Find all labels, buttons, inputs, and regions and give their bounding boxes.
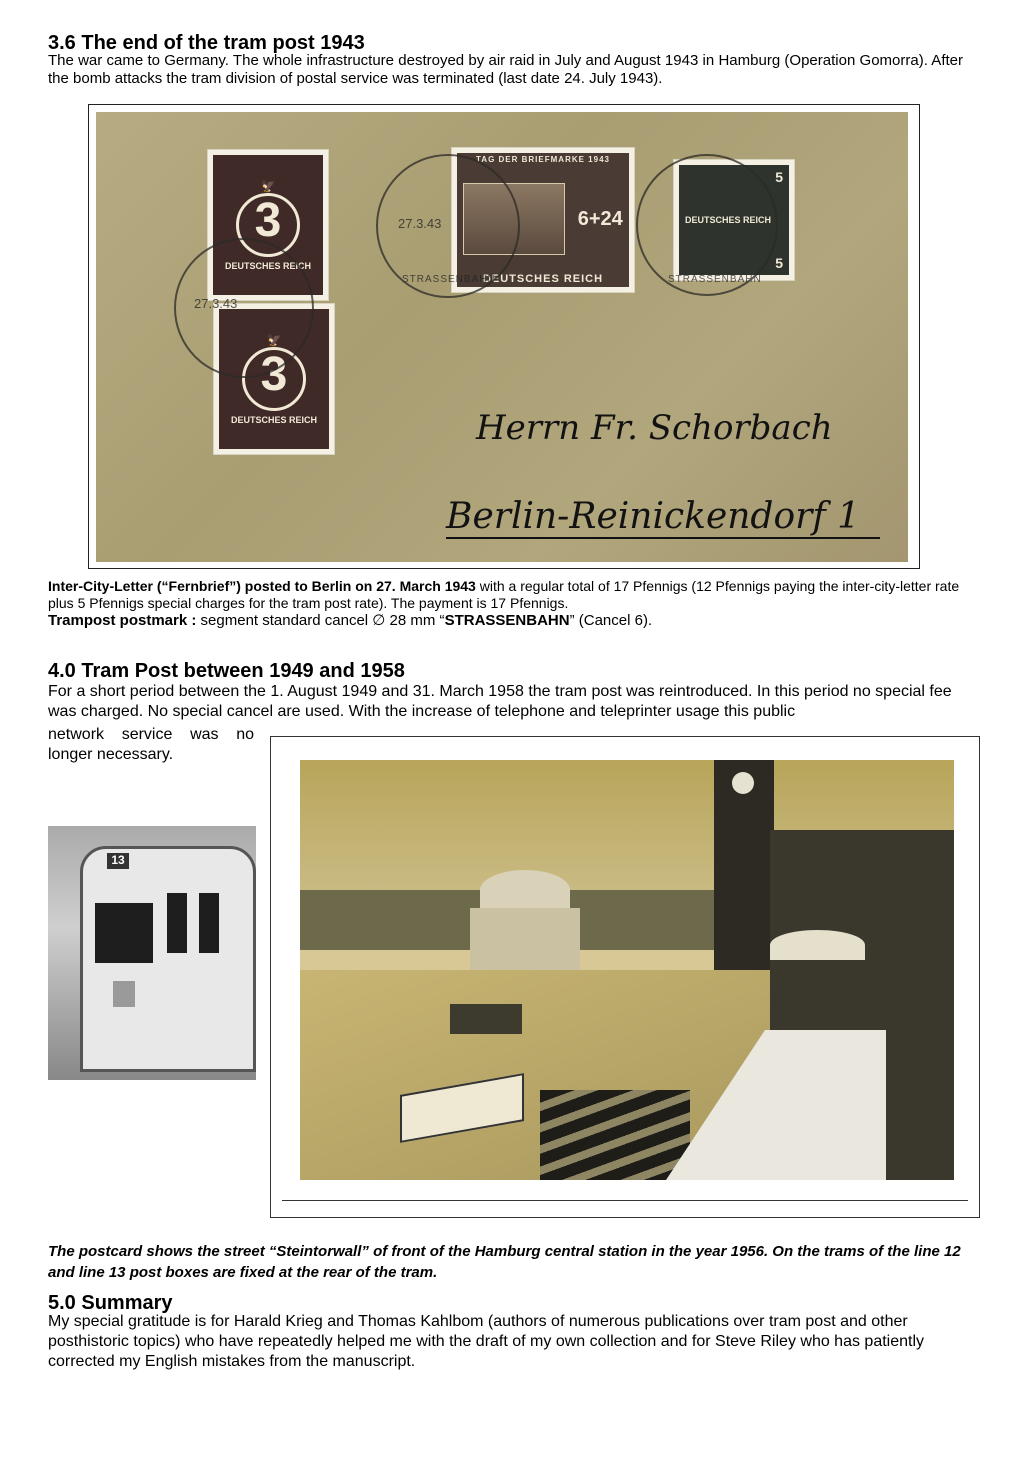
postmark-cancel xyxy=(636,154,778,296)
caption-text: segment standard cancel ∅ 28 mm “ xyxy=(196,612,445,629)
address-line-2: Berlin-Reinickendorf 1 xyxy=(446,496,880,539)
section-4-0-paragraph: For a short period between the 1. August 1949 and 31. March 1958 the tram post was reintroduced. In this period no special fee was charged. No special cancel are used. With the increase of telephone and teleprinter usage this public xyxy=(48,683,952,720)
postmark-cancel xyxy=(376,154,520,298)
caption-text: with a regular total of 17 Pfennigs (12 Pfennigs paying the inter-city-letter rate plus 5 Pfennigs special charges for the tram post rate). The payment is 17 Pfennigs. xyxy=(48,578,960,611)
section-5-0-paragraph: My special gratitude is for Harald Krieg and Thomas Kahlbom (authors of numerous publications over tram post and other posthistoric topics) who have repeatedly helped me with the draft of my own collection and for Steve Riley who has patiently corrected my English mistakes from the manuscript. xyxy=(48,1313,925,1370)
stamp-value: 5 xyxy=(775,169,783,185)
envelope-image xyxy=(96,112,908,562)
postcard-hamburg-central-station xyxy=(300,760,954,1180)
clock-icon xyxy=(732,772,754,794)
stamp-value: 3 xyxy=(236,193,300,257)
cancel-date: 27.3.43 xyxy=(398,216,442,231)
section-4-0-paragraph-cont: network service was no xyxy=(48,726,254,743)
envelope-caption xyxy=(48,578,968,629)
caption-text: ” (Cancel 6). xyxy=(569,612,653,629)
postcard-caption: The postcard shows the street “Steintorwall” of front of the Hamburg central station in the year 1956. On the trams of the line 12 and line 13 post boxes are fixed at the rear of the tram. xyxy=(48,1243,961,1281)
cancel-text: STRASSENBAHN xyxy=(668,274,762,285)
section-4-0-paragraph-cont: longer necessary. xyxy=(48,746,174,763)
stamp-country: DEUTSCHES REICH xyxy=(230,415,317,425)
eagle-icon: 🦅 xyxy=(260,179,276,193)
cancel-date: 27.3.43 xyxy=(194,296,238,311)
stamp-top-text: TAG DER BRIEFMARKE 1943 xyxy=(476,155,610,164)
stamp-value: 5 xyxy=(775,255,783,271)
parked-cars xyxy=(540,1090,690,1180)
caption-bold: STRASSENBAHN xyxy=(444,612,570,629)
stamp-bottom-text: DEUTSCHES REICH xyxy=(482,273,604,285)
stamp-value: 3 xyxy=(242,347,306,411)
tram-window xyxy=(199,893,219,953)
stamp-country: DEUTSCHES REICH xyxy=(685,215,772,225)
cancel-text: STRASSENBAHN xyxy=(402,274,496,285)
eagle-icon: 🦅 xyxy=(266,333,282,347)
caption-bold: Trampost postmark : xyxy=(48,612,197,629)
postcard-rule xyxy=(282,1200,968,1201)
tram-in-street xyxy=(450,1004,522,1034)
tram-body xyxy=(80,846,256,1072)
station-roof xyxy=(770,930,865,960)
tram-window xyxy=(95,903,153,963)
tram-closeup-photo xyxy=(48,826,256,1080)
section-3-6-paragraph: The war came to Germany. The whole infrastructure destroyed by air raid in July and August 1943 in Hamburg (Operation Gomorra). After the bomb attacks the tram division of postal service was terminated (last date 24. July 1943). xyxy=(48,52,963,87)
caption-bold: Inter-City-Letter (“Fernbrief”) posted to Berlin on 27. March 1943 xyxy=(48,578,476,594)
address-line-1: Herrn Fr. Schorbach xyxy=(476,408,833,448)
section-5-0-heading: 5.0 Summary xyxy=(48,1292,173,1314)
postmark-cancel xyxy=(174,238,314,378)
dome xyxy=(480,870,570,910)
tram-route-number: 13 xyxy=(107,853,129,869)
section-3-6-heading: 3.6 The end of the tram post 1943 xyxy=(48,32,365,54)
section-4-0-heading: 4.0 Tram Post between 1949 and 1958 xyxy=(48,660,405,682)
tram-window xyxy=(167,893,187,953)
stamp-value: 6+24 xyxy=(577,207,623,230)
tram-post-box xyxy=(113,981,135,1007)
stamp-country: DEUTSCHES REICH xyxy=(224,261,311,271)
